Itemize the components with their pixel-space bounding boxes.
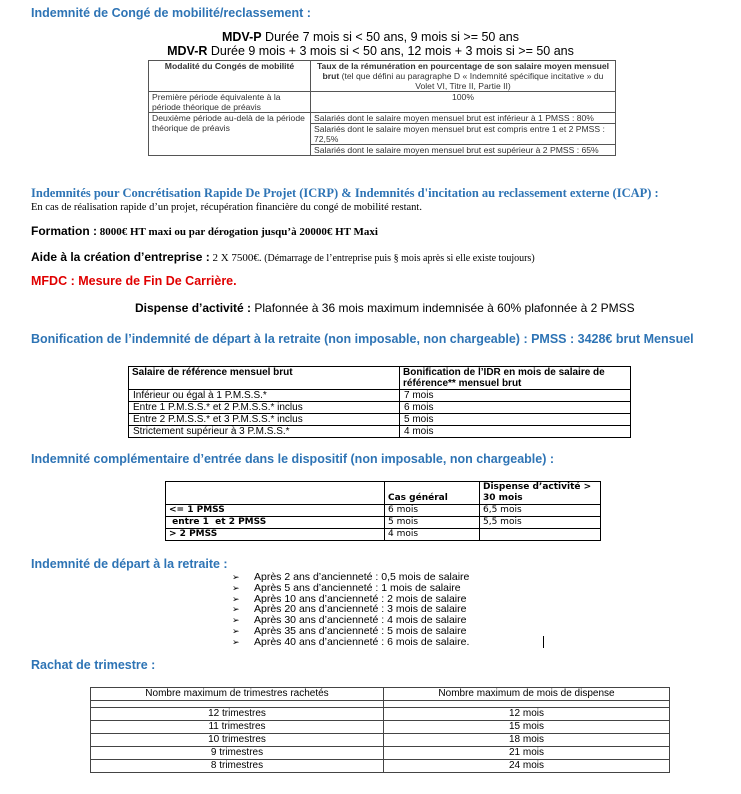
formation-line bbox=[31, 224, 378, 238]
conge-mobilite-table bbox=[148, 60, 616, 156]
mdvp-label: MDV-P bbox=[221, 30, 262, 44]
formation-label: Formation : bbox=[31, 224, 97, 238]
table-row bbox=[91, 721, 670, 734]
bonification-idr-table bbox=[128, 366, 631, 438]
sub-cell: Salariés dont le salaire moyen mensuel brut est compris entre 1 et 2 PMSS : 72,5% bbox=[311, 124, 615, 145]
table-cell: 12 trimestres bbox=[91, 708, 384, 721]
table-cell: 5 mois bbox=[385, 517, 480, 529]
mfdc-heading: MFDC : Mesure de Fin De Carrière. bbox=[31, 274, 237, 288]
section-heading-indemnite-complementaire: Indemnité complémentaire d’entrée dans le dispositif (non imposable, non chargeable) : bbox=[31, 452, 555, 466]
sub-cell: Salariés dont le salaire moyen mensuel brut est inférieur à 1 PMSS : 80% bbox=[311, 113, 615, 124]
table-header-cell: Nombre maximum de mois de dispense bbox=[384, 688, 670, 701]
table-cell: Strictement supérieur à 3 P.M.S.S.* bbox=[129, 426, 400, 438]
formation-text: 8000€ HT maxi ou par dérogation jusqu’à 20000€ HT Maxi bbox=[97, 226, 378, 238]
table-row bbox=[129, 402, 631, 414]
section-heading-depart-retraite: Indemnité de départ à la retraite : bbox=[31, 557, 228, 571]
table-row bbox=[149, 113, 616, 156]
table-cell: Première période équivalente à la période théorique de préavis bbox=[149, 92, 311, 113]
table-cell bbox=[91, 701, 384, 708]
table-cell: 6,5 mois bbox=[480, 505, 601, 517]
mdvp-line bbox=[0, 30, 741, 44]
aide-note: (Démarrage de l’entreprise puis § mois après si elle existe toujours) bbox=[261, 253, 535, 264]
list-item-text: Après 10 ans d’ancienneté : 2 mois de salaire bbox=[254, 592, 467, 605]
dispense-text: Plafonnée à 36 mois maximum indemnisée à 60% plafonnée à 2 PMSS bbox=[251, 301, 635, 315]
arrow-bullet-icon: ➢ bbox=[232, 636, 240, 647]
table-header-row bbox=[149, 61, 616, 92]
table-cell: <= 1 PMSS bbox=[166, 505, 385, 517]
table-cell: entre 1 et 2 PMSS bbox=[166, 517, 385, 529]
table-row bbox=[91, 734, 670, 747]
rachat-trimestre-table bbox=[90, 687, 670, 773]
arrow-bullet-icon: ➢ bbox=[232, 582, 240, 593]
list-item bbox=[232, 637, 469, 648]
section-heading-conge-mobilite: Indemnité de Congé de mobilité/reclassement : bbox=[31, 6, 311, 20]
table-cell bbox=[480, 529, 601, 541]
table-cell: 6 mois bbox=[385, 505, 480, 517]
table-row bbox=[166, 505, 601, 517]
sub-cell: Salariés dont le salaire moyen mensuel brut est supérieur à 2 PMSS : 65% bbox=[314, 145, 599, 155]
table-row bbox=[166, 517, 601, 529]
aide-creation-line bbox=[31, 250, 535, 264]
table-header-cell: Modalité du Congés de mobilité bbox=[149, 61, 311, 92]
arrow-bullet-icon: ➢ bbox=[232, 604, 240, 615]
header-bold-text: Taux de la rémunération en pourcentage de son salaire moyen mensuel brut bbox=[316, 61, 610, 81]
table-cell: 8 trimestres bbox=[91, 760, 384, 773]
table-header-cell bbox=[311, 61, 616, 92]
table-cell-group bbox=[311, 113, 616, 156]
table-row bbox=[166, 529, 601, 541]
arrow-bullet-icon: ➢ bbox=[232, 615, 240, 626]
list-item-text: Après 30 ans d’ancienneté : 4 mois de salaire bbox=[254, 614, 467, 627]
anciennete-list bbox=[232, 572, 469, 648]
table-header-cell: Dispense d’activité > 30 mois bbox=[480, 482, 601, 505]
list-item-text: Après 5 ans d’ancienneté : 1 mois de salaire bbox=[254, 581, 461, 594]
table-cell: 18 mois bbox=[384, 734, 670, 747]
table-header-row bbox=[166, 482, 601, 505]
table-header-cell: Salaire de référence mensuel brut bbox=[129, 367, 400, 390]
indemnite-complementaire-table bbox=[165, 481, 601, 541]
mdvr-line bbox=[0, 44, 741, 58]
table-cell: 7 mois bbox=[400, 390, 631, 402]
header-rest-text: (tel que défini au paragraphe D « Indemnité spécifique incitative » du Volet VI, Titre II, Partie II) bbox=[339, 71, 604, 91]
table-cell: 4 mois bbox=[400, 426, 631, 438]
list-item-text: Après 20 ans d’ancienneté : 3 mois de salaire bbox=[254, 603, 467, 616]
table-cell: 12 mois bbox=[384, 708, 670, 721]
table-cell: Deuxième période au-delà de la période théorique de préavis bbox=[149, 113, 311, 156]
table-cell: Entre 1 P.M.S.S.* et 2 P.M.S.S.* inclus bbox=[129, 402, 400, 414]
text-cursor bbox=[543, 636, 544, 648]
mdvp-text: Durée 7 mois si < 50 ans, 9 mois si >= 50 ans bbox=[261, 30, 519, 44]
arrow-bullet-icon: ➢ bbox=[232, 572, 240, 582]
table-header-row bbox=[91, 688, 670, 701]
table-cell: 100% bbox=[311, 92, 616, 113]
arrow-bullet-icon: ➢ bbox=[232, 593, 240, 604]
table-cell bbox=[384, 701, 670, 708]
table-cell: 21 mois bbox=[384, 747, 670, 760]
mdvr-label: MDV-R bbox=[167, 44, 208, 58]
section-heading-rachat-trimestre: Rachat de trimestre : bbox=[31, 658, 156, 672]
table-cell: 5,5 mois bbox=[480, 517, 601, 529]
table-cell: 24 mois bbox=[384, 760, 670, 773]
table-row bbox=[91, 760, 670, 773]
list-item-text: Après 2 ans d’ancienneté : 0,5 mois de salaire bbox=[254, 571, 470, 583]
list-item-text: Après 35 ans d’ancienneté : 5 mois de salaire bbox=[254, 624, 467, 637]
arrow-bullet-icon: ➢ bbox=[232, 625, 240, 636]
table-row bbox=[129, 414, 631, 426]
table-header-cell bbox=[166, 482, 385, 505]
table-row bbox=[91, 701, 670, 708]
icrp-description: En cas de réalisation rapide d’un projet, récupération financière du congé de mobilité restant. bbox=[31, 202, 422, 213]
table-cell: 10 trimestres bbox=[91, 734, 384, 747]
table-row bbox=[149, 92, 616, 113]
list-item-text: Après 40 ans d’ancienneté : 6 mois de salaire. bbox=[254, 635, 470, 648]
table-row bbox=[129, 426, 631, 438]
aide-label: Aide à la création d’entreprise : bbox=[31, 250, 210, 264]
table-cell: > 2 PMSS bbox=[166, 529, 385, 541]
table-header-cell: Cas général bbox=[385, 482, 480, 505]
table-cell: Inférieur ou égal à 1 P.M.S.S.* bbox=[129, 390, 400, 402]
table-cell: 5 mois bbox=[400, 414, 631, 426]
table-header-cell: Bonification de l’IDR en mois de salaire de référence** mensuel brut bbox=[400, 367, 631, 390]
aide-value: 2 X 7500€. bbox=[209, 252, 262, 264]
mdvr-text: Durée 9 mois + 3 mois si < 50 ans, 12 mois + 3 mois si >= 50 ans bbox=[207, 44, 574, 58]
table-header-cell: Nombre maximum de trimestres rachetés bbox=[91, 688, 384, 701]
table-cell: 11 trimestres bbox=[91, 721, 384, 734]
table-cell: 4 mois bbox=[385, 529, 480, 541]
table-header-row bbox=[129, 367, 631, 390]
table-cell: 9 trimestres bbox=[91, 747, 384, 760]
table-cell: 15 mois bbox=[384, 721, 670, 734]
table-cell: Entre 2 P.M.S.S.* et 3 P.M.S.S.* inclus bbox=[129, 414, 400, 426]
table-row bbox=[91, 708, 670, 721]
table-cell: 6 mois bbox=[400, 402, 631, 414]
table-row bbox=[129, 390, 631, 402]
dispense-line bbox=[135, 301, 635, 315]
table-row bbox=[91, 747, 670, 760]
dispense-label: Dispense d’activité : bbox=[135, 301, 252, 315]
section-heading-icrp-icap: Indemnités pour Concrétisation Rapide De Projet (ICRP) & Indemnités d'incitation au reclassement externe (ICAP) : bbox=[31, 186, 659, 200]
section-heading-bonification-idr: Bonification de l’indemnité de départ à la retraite (non imposable, non chargeable) : PMSS : 3428€ brut Mensuel bbox=[31, 332, 694, 346]
